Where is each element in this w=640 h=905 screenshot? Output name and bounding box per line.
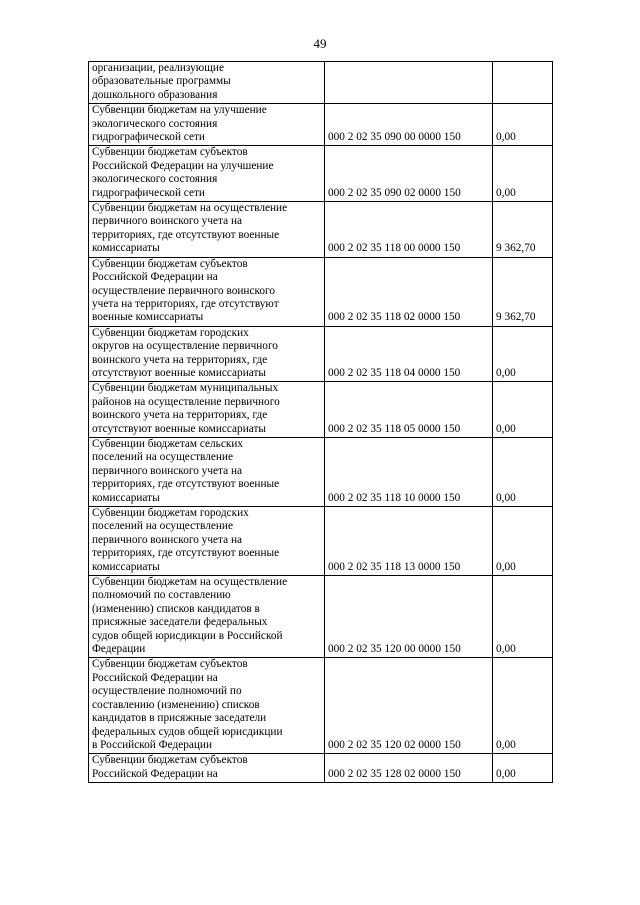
revenue-name-line: Субвенции бюджетам субъектов [92, 754, 248, 767]
revenue-table [88, 61, 553, 783]
revenue-name-line: первичного воинского учета на [92, 464, 243, 477]
table-row [89, 257, 553, 326]
budget-code-cell: 000 2 02 35 118 02 0000 150 [325, 257, 493, 326]
revenue-name-line: отсутствуют военные комиссариаты [92, 422, 267, 435]
revenue-name-line: экологического состояния [92, 173, 218, 186]
revenue-name-line: комиссариаты [92, 242, 160, 255]
table-row [89, 62, 553, 104]
revenue-name-line: Российской Федерации на [92, 271, 218, 284]
amount-cell: 0,00 [493, 437, 553, 506]
revenue-name-cell [89, 576, 325, 658]
revenue-name-line: учета на территориях, где отсутствуют [92, 297, 279, 310]
budget-code-cell: 000 2 02 35 118 00 0000 150 [325, 202, 493, 258]
revenue-name-line: Субвенции бюджетам на улучшение [92, 104, 267, 117]
revenue-name-line: (изменению) списков кандидатов в [92, 602, 260, 615]
revenue-name-line: районов на осуществление первичного [92, 395, 280, 408]
page-number: 49 [313, 36, 327, 51]
revenue-name-line: воинского учета на территориях, где [92, 353, 268, 366]
revenue-name-line: комиссариаты [92, 491, 160, 504]
revenue-name-line: Российской Федерации на [92, 671, 218, 684]
table-row [89, 382, 553, 438]
revenue-name-cell [89, 104, 325, 146]
revenue-name-line: Субвенции бюджетам городских [92, 507, 249, 519]
revenue-name-cell [89, 146, 325, 202]
revenue-name-cell [89, 754, 325, 783]
revenue-name-line: первичного воинского учета на [92, 215, 243, 228]
table-row [89, 754, 553, 783]
amount-cell: 0,00 [493, 658, 553, 754]
revenue-name-line: отсутствуют военные комиссариаты [92, 366, 267, 379]
budget-code-cell: 000 2 02 35 090 00 0000 150 [325, 104, 493, 146]
revenue-name-line: полномочий по составлению [92, 589, 231, 602]
budget-code-cell: 000 2 02 35 128 02 0000 150 [325, 754, 493, 783]
table-row [89, 658, 553, 754]
revenue-name-line: территориях, где отсутствуют военные [92, 478, 280, 491]
revenue-name-line: осуществление полномочий по [92, 685, 242, 698]
amount-cell: 0,00 [493, 754, 553, 783]
revenue-name-line: Российской Федерации на улучшение [92, 159, 274, 172]
table-row [89, 104, 553, 146]
revenue-name-line: первичного воинского учета на [92, 533, 243, 546]
revenue-name-line: гидрографической сети [92, 131, 205, 144]
amount-cell: 9 362,70 [493, 202, 553, 258]
revenue-name-line: присяжные заседатели федеральных [92, 616, 268, 629]
revenue-name-line: округов на осуществление первичного [92, 340, 278, 353]
revenue-name-line: территориях, где отсутствуют военные [92, 228, 280, 241]
revenue-name-line: поселений на осуществление [92, 451, 233, 464]
revenue-name-line: организации, реализующие [92, 62, 224, 74]
revenue-name-line: Субвенции бюджетам на осуществление [92, 576, 288, 589]
revenue-name-line: Субвенции бюджетам субъектов [92, 146, 248, 159]
revenue-name-cell [89, 326, 325, 382]
revenue-name-line: составлению (изменению) списков [92, 698, 260, 711]
table-row [89, 146, 553, 202]
revenue-name-cell [89, 658, 325, 754]
revenue-name-line: экологического состояния [92, 117, 218, 130]
table-row [89, 326, 553, 382]
revenue-name-line: воинского учета на территориях, где [92, 409, 268, 422]
table-row [89, 507, 553, 576]
revenue-name-line: дошкольного образования [92, 88, 218, 101]
revenue-name-cell [89, 202, 325, 258]
revenue-name-line: Субвенции бюджетам субъектов [92, 257, 248, 270]
table-row [89, 202, 553, 258]
revenue-name-cell [89, 382, 325, 438]
budget-code-cell: 000 2 02 35 118 10 0000 150 [325, 437, 493, 506]
revenue-name-line: комиссариаты [92, 560, 160, 573]
revenue-name-line: Субвенции бюджетам муниципальных [92, 382, 279, 395]
amount-cell: 0,00 [493, 576, 553, 658]
revenue-name-line: военные комиссариаты [92, 311, 204, 324]
revenue-name-cell [89, 437, 325, 506]
revenue-name-line: Субвенции бюджетам субъектов [92, 658, 248, 671]
amount-cell: 9 362,70 [493, 257, 553, 326]
budget-code-cell: 000 2 02 35 118 05 0000 150 [325, 382, 493, 438]
amount-cell: 0,00 [493, 104, 553, 146]
table-body [89, 62, 553, 783]
table-row [89, 437, 553, 506]
revenue-name-line: федеральных судов общей юрисдикции [92, 725, 283, 738]
amount-cell [493, 62, 553, 104]
revenue-name-cell [89, 507, 325, 576]
budget-code-cell: 000 2 02 35 090 02 0000 150 [325, 146, 493, 202]
revenue-name-line: территориях, где отсутствуют военные [92, 547, 280, 560]
budget-code-cell: 000 2 02 35 120 00 0000 150 [325, 576, 493, 658]
budget-code-cell [325, 62, 493, 104]
budget-code-cell: 000 2 02 35 120 02 0000 150 [325, 658, 493, 754]
revenue-name-line: осуществление первичного воинского [92, 284, 276, 297]
revenue-name-line: Федерации [92, 643, 146, 656]
revenue-name-line: Российской Федерации на [92, 767, 218, 780]
budget-code-cell: 000 2 02 35 118 13 0000 150 [325, 507, 493, 576]
amount-cell: 0,00 [493, 507, 553, 576]
revenue-name-line: судов общей юрисдикции в Российской [92, 629, 283, 642]
table-row [89, 576, 553, 658]
revenue-name-line: Субвенции бюджетам на осуществление [92, 202, 288, 215]
budget-code-cell: 000 2 02 35 118 04 0000 150 [325, 326, 493, 382]
revenue-name-line: Субвенции бюджетам городских [92, 326, 249, 339]
revenue-name-cell [89, 62, 325, 104]
revenue-name-line: в Российской Федерации [92, 738, 213, 751]
amount-cell: 0,00 [493, 326, 553, 382]
amount-cell: 0,00 [493, 382, 553, 438]
revenue-name-cell [89, 257, 325, 326]
amount-cell: 0,00 [493, 146, 553, 202]
revenue-name-line: Субвенции бюджетам сельских [92, 437, 244, 450]
revenue-name-line: образовательные программы [92, 75, 231, 88]
revenue-name-line: гидрографической сети [92, 186, 205, 199]
revenue-name-line: кандидатов в присяжные заседатели [92, 712, 267, 725]
revenue-name-line: поселений на осуществление [92, 520, 233, 533]
